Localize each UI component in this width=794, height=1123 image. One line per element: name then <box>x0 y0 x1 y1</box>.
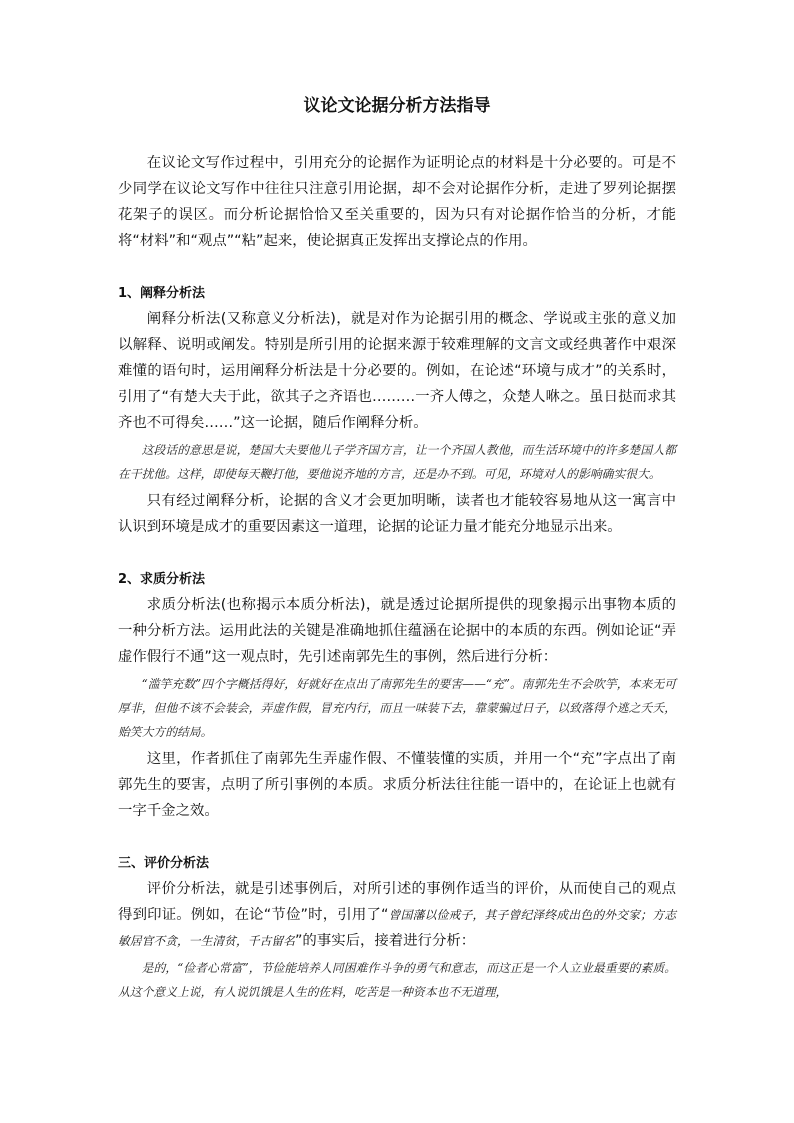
section-paragraph: 阐释分析法(又称意义分析法)，就是对作为论据引用的概念、学说或主张的意义加以解释、说明或阐发。特别是所引用的论据来源于较难理解的文言文或经典著作中艰深难懂的语句时，运用阐释分析法是十分必要的。例如，在论述“环境与成才”的关系时，引用了“有楚大夫于此，欲其子之齐语也………一齐人傅之，众楚人咻之。虽日挞而求其齐也不可得矣……”这一论据，随后作阐释分析。 <box>118 311 676 431</box>
section-evaluation <box>118 852 676 1004</box>
intro-paragraph: 在议论文写作过程中，引用充分的论据作为证明论点的材料是十分必要的。可是不少同学在议论文写作中往往只注意引用论据，却不会对论据作分析，走进了罗列论据摆花架子的误区。而分析论据恰恰又至关重要的，因为只有对论据作恰当的分析，才能将“材料”和“观点”“粘”起来，使论据真正发挥出支撑论点的作用。 <box>118 155 676 249</box>
analysis-quote: “滥竽充数”四个字概括得好，好就好在点出了南郭先生的要害——“充”。南郭先生不会吹竽，本来无可厚非，但他不该不会装会，弄虚作假，冒充内行，而且一味装下去，靠蒙骗过日子，以致落得个逃之夭夭，贻笑大方的结局。 <box>118 677 676 739</box>
section-interpretation <box>118 282 676 540</box>
paragraph-text: 评价分析法，就是引述事例后，对所引述的事例作适当的评价，从而使自己的观点得到印证。例如，在论“节俭”时，引用了“ <box>118 881 676 923</box>
section-essence <box>118 568 676 824</box>
section-heading: 1、阐释分析法 <box>118 286 206 301</box>
analysis-quote: 是的，“俭者心常富”，节俭能培养人同困难作斗争的勇气和意志，而这正是一个人立业最重要的素质。从这个意义上说，有人说饥饿是人生的佐料，吃苦是一种资本也不无道理， <box>118 961 676 999</box>
section-paragraph: 求质分析法(也称揭示本质分析法)，就是透过论据所提供的现象揭示出事物本质的一种分析方法。运用此法的关键是准确地抓住蕴涵在论据中的本质的东西。例如论证“弄虚作假行不通”这一观点时，先引述南郭先生的事例，然后进行分析： <box>118 597 676 665</box>
section-paragraph <box>118 876 676 954</box>
document-title: 议论文论据分析方法指导 <box>303 96 491 116</box>
section-paragraph: 这里，作者抓住了南郭先生弄虚作假、不懂装懂的实质，并用一个“充”字点出了南郭先生的要害，点明了所引事例的本质。求质分析法往往能一语中的，在论证上也就有一字千金之效。 <box>118 751 676 819</box>
paragraph-text: ”的事实后，接着进行分析： <box>294 933 476 949</box>
document-page <box>118 94 676 1006</box>
inline-quote: 曾国藩以俭戒子，其子曾纪泽终成出色的外交家；方志敏居官不贪，一生清贫，千古留名 <box>118 908 676 948</box>
section-heading: 三、评价分析法 <box>118 856 210 871</box>
section-heading: 2、求质分析法 <box>118 572 206 587</box>
section-paragraph: 只有经过阐释分析，论据的含义才会更加明晰，读者也才能较容易地从这一寓言中认识到环境是成才的重要因素这一道理，论据的论证力量才能充分地显示出来。 <box>118 493 676 535</box>
analysis-quote: 这段话的意思是说，楚国大夫要他儿子学齐国方言，让一个齐国人教他，而生活环境中的许多楚国人都在干扰他。这样，即使每天鞭打他，要他说齐地的方言，还是办不到。可见，环境对人的影响确实很大。 <box>118 443 676 481</box>
